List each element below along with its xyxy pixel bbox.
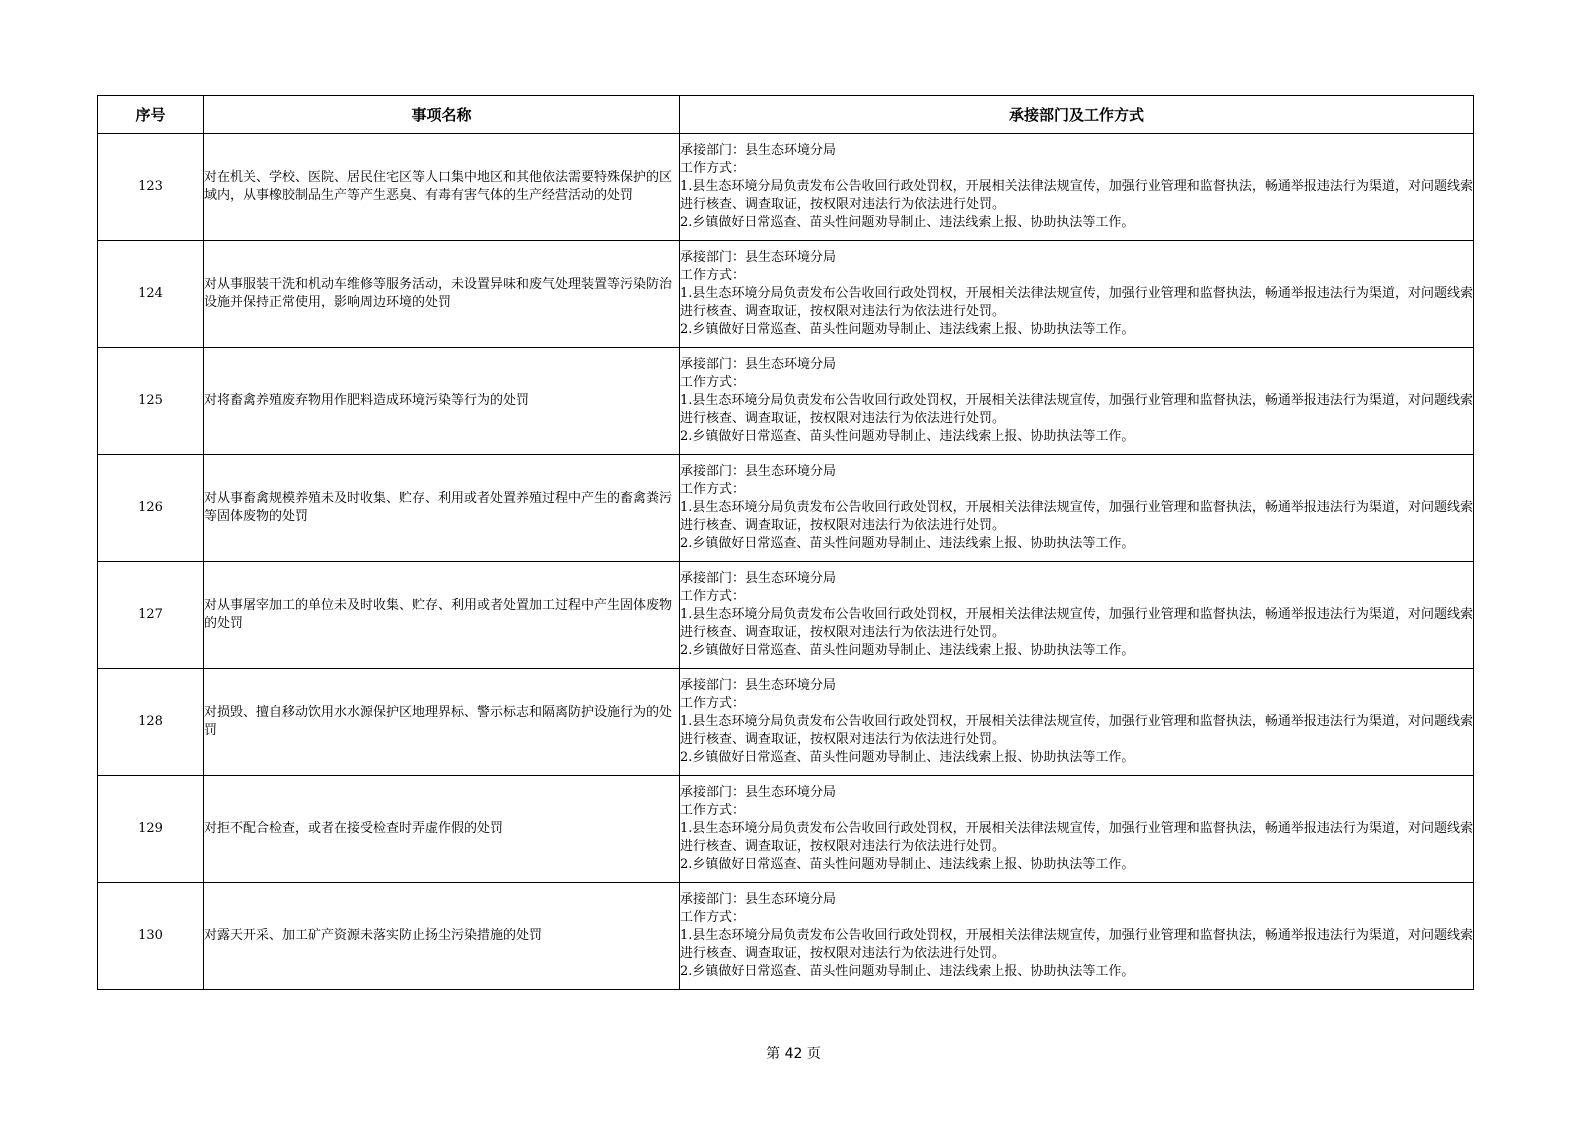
method-label: 工作方式： xyxy=(680,268,746,283)
method-item-1: 1.县生态环境分局负责发布公告收回行政处罚权，开展相关法律法规宣传，加强行业管理和监督执法，畅通举报违法行为渠道，对问题线索进行核查、调查取证，按权限对违法行为依法进行处罚。 xyxy=(680,928,1473,961)
table-row xyxy=(98,883,1474,990)
table-header xyxy=(98,96,1474,134)
table-row xyxy=(98,134,1474,241)
method-item-1: 1.县生态环境分局负责发布公告收回行政处罚权，开展相关法律法规宣传，加强行业管理和监督执法，畅通举报违法行为渠道，对问题线索进行核查、调查取证，按权限对违法行为依法进行处罚。 xyxy=(680,821,1473,854)
dept-line: 承接部门：县生态环境分局 xyxy=(680,357,837,372)
dept-cell xyxy=(680,241,1474,348)
seq-cell: 129 xyxy=(98,776,204,883)
method-item-2: 2.乡镇做好日常巡查、苗头性问题劝导制止、违法线索上报、协助执法等工作。 xyxy=(680,857,1135,872)
dept-line: 承接部门：县生态环境分局 xyxy=(680,892,837,907)
dept-line: 承接部门：县生态环境分局 xyxy=(680,143,837,158)
method-label: 工作方式： xyxy=(680,696,746,711)
header-seq: 序号 xyxy=(98,96,204,134)
method-item-1: 1.县生态环境分局负责发布公告收回行政处罚权，开展相关法律法规宣传，加强行业管理和监督执法，畅通举报违法行为渠道，对问题线索进行核查、调查取证，按权限对违法行为依法进行处罚。 xyxy=(680,393,1473,426)
name-cell: 对拒不配合检查，或者在接受检查时弄虚作假的处罚 xyxy=(204,776,680,883)
name-cell: 对露天开采、加工矿产资源未落实防止扬尘污染措施的处罚 xyxy=(204,883,680,990)
seq-cell: 126 xyxy=(98,455,204,562)
dept-cell xyxy=(680,348,1474,455)
table-row xyxy=(98,776,1474,883)
header-row xyxy=(98,96,1474,134)
method-item-2: 2.乡镇做好日常巡查、苗头性问题劝导制止、违法线索上报、协助执法等工作。 xyxy=(680,750,1135,765)
table-row xyxy=(98,669,1474,776)
method-item-1: 1.县生态环境分局负责发布公告收回行政处罚权，开展相关法律法规宣传，加强行业管理和监督执法，畅通举报违法行为渠道，对问题线索进行核查、调查取证，按权限对违法行为依法进行处罚。 xyxy=(680,286,1473,319)
method-label: 工作方式： xyxy=(680,803,746,818)
seq-cell: 125 xyxy=(98,348,204,455)
name-cell: 对损毁、擅自移动饮用水水源保护区地理界标、警示标志和隔离防护设施行为的处罚 xyxy=(204,669,680,776)
table-row xyxy=(98,562,1474,669)
dept-cell xyxy=(680,883,1474,990)
method-item-1: 1.县生态环境分局负责发布公告收回行政处罚权，开展相关法律法规宣传，加强行业管理和监督执法，畅通举报违法行为渠道，对问题线索进行核查、调查取证，按权限对违法行为依法进行处罚。 xyxy=(680,714,1473,747)
table-row xyxy=(98,455,1474,562)
dept-cell xyxy=(680,562,1474,669)
table-row xyxy=(98,241,1474,348)
method-item-1: 1.县生态环境分局负责发布公告收回行政处罚权，开展相关法律法规宣传，加强行业管理和监督执法，畅通举报违法行为渠道，对问题线索进行核查、调查取证，按权限对违法行为依法进行处罚。 xyxy=(680,179,1473,212)
method-label: 工作方式： xyxy=(680,910,746,925)
name-cell: 对从事畜禽规模养殖未及时收集、贮存、利用或者处置养殖过程中产生的畜禽粪污等固体废物的处罚 xyxy=(204,455,680,562)
method-item-2: 2.乡镇做好日常巡查、苗头性问题劝导制止、违法线索上报、协助执法等工作。 xyxy=(680,215,1135,230)
seq-cell: 128 xyxy=(98,669,204,776)
header-name: 事项名称 xyxy=(204,96,680,134)
dept-cell xyxy=(680,134,1474,241)
seq-cell: 124 xyxy=(98,241,204,348)
table-row xyxy=(98,348,1474,455)
matters-table xyxy=(97,95,1474,990)
page-number: 第 42 页 xyxy=(766,1046,821,1062)
dept-line: 承接部门：县生态环境分局 xyxy=(680,678,837,693)
method-item-2: 2.乡镇做好日常巡查、苗头性问题劝导制止、违法线索上报、协助执法等工作。 xyxy=(680,964,1135,979)
method-item-2: 2.乡镇做好日常巡查、苗头性问题劝导制止、违法线索上报、协助执法等工作。 xyxy=(680,322,1135,337)
dept-cell xyxy=(680,776,1474,883)
seq-cell: 127 xyxy=(98,562,204,669)
dept-line: 承接部门：县生态环境分局 xyxy=(680,464,837,479)
name-cell: 对将畜禽养殖废弃物用作肥料造成环境污染等行为的处罚 xyxy=(204,348,680,455)
dept-line: 承接部门：县生态环境分局 xyxy=(680,250,837,265)
header-dept: 承接部门及工作方式 xyxy=(680,96,1474,134)
dept-line: 承接部门：县生态环境分局 xyxy=(680,785,837,800)
method-label: 工作方式： xyxy=(680,482,746,497)
method-label: 工作方式： xyxy=(680,375,746,390)
table-body xyxy=(98,134,1474,990)
method-item-2: 2.乡镇做好日常巡查、苗头性问题劝导制止、违法线索上报、协助执法等工作。 xyxy=(680,536,1135,551)
name-cell: 对在机关、学校、医院、居民住宅区等人口集中地区和其他依法需要特殊保护的区域内，从事橡胶制品生产等产生恶臭、有毒有害气体的生产经营活动的处罚 xyxy=(204,134,680,241)
dept-cell xyxy=(680,669,1474,776)
method-item-1: 1.县生态环境分局负责发布公告收回行政处罚权，开展相关法律法规宣传，加强行业管理和监督执法，畅通举报违法行为渠道，对问题线索进行核查、调查取证，按权限对违法行为依法进行处罚。 xyxy=(680,607,1473,640)
name-cell: 对从事屠宰加工的单位未及时收集、贮存、利用或者处置加工过程中产生固体废物的处罚 xyxy=(204,562,680,669)
method-item-2: 2.乡镇做好日常巡查、苗头性问题劝导制止、违法线索上报、协助执法等工作。 xyxy=(680,643,1135,658)
dept-line: 承接部门：县生态环境分局 xyxy=(680,571,837,586)
name-cell: 对从事服装干洗和机动车维修等服务活动，未设置异味和废气处理装置等污染防治设施并保持正常使用，影响周边环境的处罚 xyxy=(204,241,680,348)
seq-cell: 130 xyxy=(98,883,204,990)
dept-cell xyxy=(680,455,1474,562)
method-item-2: 2.乡镇做好日常巡查、苗头性问题劝导制止、违法线索上报、协助执法等工作。 xyxy=(680,429,1135,444)
method-label: 工作方式： xyxy=(680,161,746,176)
method-item-1: 1.县生态环境分局负责发布公告收回行政处罚权，开展相关法律法规宣传，加强行业管理和监督执法，畅通举报违法行为渠道，对问题线索进行核查、调查取证，按权限对违法行为依法进行处罚。 xyxy=(680,500,1473,533)
method-label: 工作方式： xyxy=(680,589,746,604)
seq-cell: 123 xyxy=(98,134,204,241)
